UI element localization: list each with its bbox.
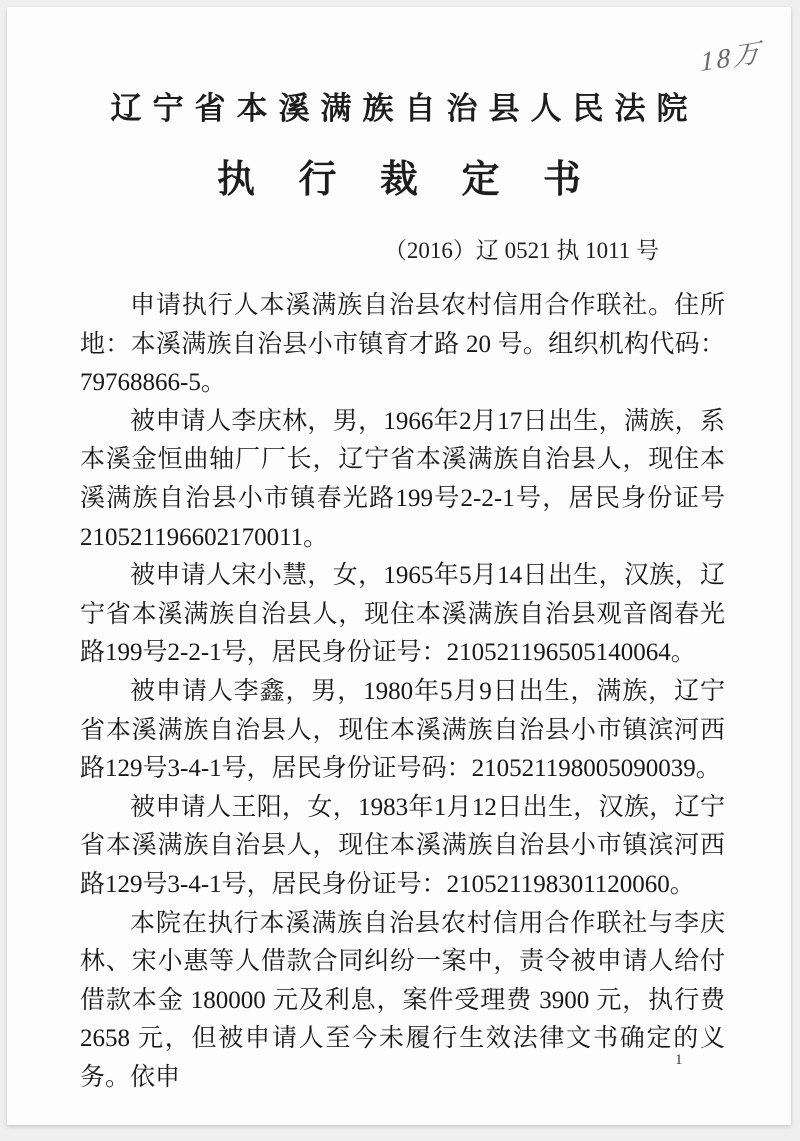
paragraph-respondent-li-qinglin: 被申请人李庆林，男，1966年2月17日出生，满族，系本溪金恒曲轴厂厂长，辽宁省本溪满族自治县人，现住本溪满族自治县小市镇春光路199号2-2-1号，居民身份证号210521196602170011。 xyxy=(80,407,725,551)
case-number: （2016）辽 0521 执 1011 号 xyxy=(383,238,659,263)
paragraph-respondent-wang-yang: 被申请人王阳，女，1983年1月12日出生，汉族，辽宁省本溪满族自治县人，现住本溪满族自治县小市镇滨河西路129号3-4-1号，居民身份证号：210521198301120060。 xyxy=(80,793,725,898)
document-page xyxy=(7,7,791,1125)
paragraph-case-summary: 本院在执行本溪满族自治县农村信用合作联社与李庆林、宋小惠等人借款合同纠纷一案中，责令被申请人给付借款本金 180000 元及利息，案件受理费 3900 元，执行费 2658 元，但被申请人至今未履行生效法律文书确定的义务。依申 xyxy=(80,909,725,1091)
paragraph-respondent-song-xiaohui: 被申请人宋小慧，女，1965年5月14日出生，汉族，辽宁省本溪满族自治县人，现住本溪满族自治县观音阁春光路199号2-2-1号，居民身份证号：210521196505140064。 xyxy=(80,562,725,667)
document-title: 执 行 裁 定 书 xyxy=(216,159,598,201)
paragraph-applicant: 申请执行人本溪满族自治县农村信用合作联社。住所地：本溪满族自治县小市镇育才路 20 号。组织机构代码：79768866-5。 xyxy=(80,292,725,397)
document-body xyxy=(80,287,725,1097)
court-name-heading: 辽宁省本溪满族自治县人民法院 xyxy=(110,91,699,126)
page-number: 1 xyxy=(675,1052,683,1068)
handwritten-annotation: 18万 xyxy=(700,36,763,78)
paragraph-respondent-li-xin: 被申请人李鑫，男，1980年5月9日出生，满族，辽宁省本溪满族自治县人，现住本溪满族自治县小市镇滨河西路129号3-4-1号，居民身份证号码：210521198005090039。 xyxy=(80,677,725,783)
